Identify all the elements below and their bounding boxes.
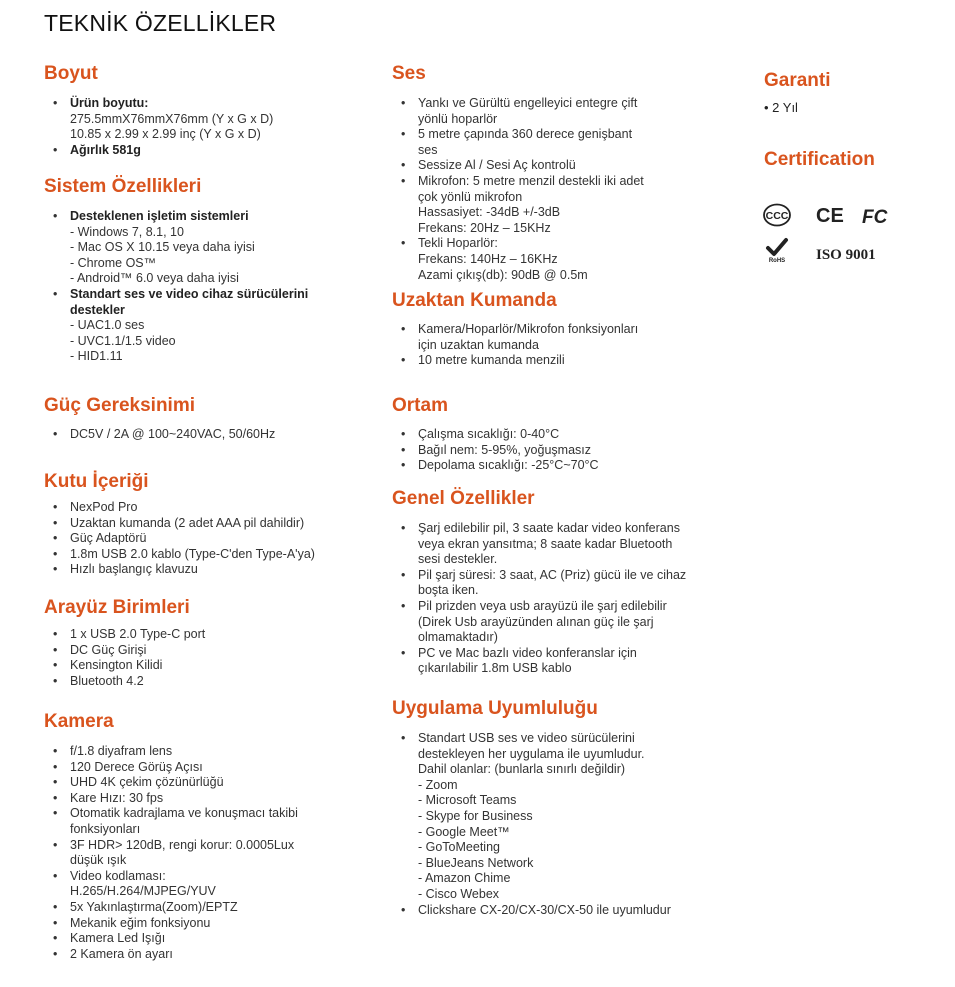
list-item — [392, 568, 697, 599]
fc-logo-text: FC — [862, 207, 888, 227]
list-item — [44, 760, 309, 776]
list-item-text: Şarj edilebilir pil, 3 saate kadar video konferans veya ekran yansıtma; 8 saate kadar Bluetooth sesi destekler. — [418, 521, 680, 567]
list-item-detail: - Zoom — [418, 777, 458, 792]
spec-list — [44, 500, 344, 578]
section-genel — [392, 488, 722, 677]
list-item-detail: - GoToMeeting — [418, 840, 500, 855]
list-item-text: Mekanik eğim fonksiyonu — [70, 915, 211, 930]
list-item — [44, 900, 309, 916]
list-item-text: Pil prizden veya usb arayüzü ile şarj edilebilir (Direk Usb arayüzünden alınan güç ile şarj olmamaktadır) — [418, 598, 667, 645]
rohs-logo-text: RoHS — [768, 258, 786, 263]
section-title: Certification — [764, 149, 875, 170]
list-item-text: 5x Yakınlaştırma(Zoom)/EPTZ — [70, 899, 238, 914]
list-item-detail: - Skype for Business — [418, 808, 533, 823]
list-item-detail: - Android™ 6.0 veya daha iyisi — [70, 271, 239, 286]
list-item-detail: - Windows 7, 8.1, 10 — [70, 224, 184, 239]
list-item-text: 3F HDR> 120dB, rengi korur: 0.0005Lux düşük ışık — [70, 837, 295, 868]
list-item-detail: 10.85 x 2.99 x 2.99 inç (Y x G x D) — [70, 127, 261, 142]
list-item — [44, 516, 344, 532]
list-item-text: 120 Derece Görüş Açısı — [70, 759, 203, 774]
list-item — [392, 731, 677, 903]
spec-list — [392, 521, 697, 677]
section-guc — [44, 395, 344, 443]
list-item-text: Çalışma sıcaklığı: 0-40°C — [418, 427, 560, 441]
list-item-text: Standart USB ses ve video sürücülerini destekleyen her uygulama ile uyumludur. — [418, 731, 645, 761]
list-item — [44, 427, 344, 443]
list-item-text: Kare Hızı: 30 fps — [70, 790, 164, 805]
fc-logo-icon — [862, 205, 890, 227]
list-item — [392, 521, 697, 568]
list-item — [44, 96, 344, 143]
spec-list — [392, 731, 677, 918]
list-item — [44, 931, 309, 947]
list-item-detail: - UAC1.0 ses — [70, 318, 145, 333]
list-item — [44, 531, 344, 547]
list-item — [392, 174, 654, 236]
section-title: Uygulama Uyumluluğu — [392, 698, 598, 719]
list-item-detail: - Amazon Chime — [418, 871, 511, 886]
spec-list — [392, 322, 654, 369]
section-boyut — [44, 63, 344, 158]
list-item — [44, 500, 344, 516]
list-item-text: Depolama sıcaklığı: -25°C~70°C — [418, 458, 599, 473]
list-item — [44, 547, 344, 563]
list-item — [392, 322, 654, 353]
list-item-detail: - Chrome OS™ — [70, 255, 157, 270]
iso-logo-text: ISO 9001 — [816, 247, 876, 263]
iso-logo-icon — [816, 243, 886, 263]
list-item-text: Kamera Led Işığı — [70, 931, 166, 946]
list-item-text: Clickshare CX-20/CX-30/CX-50 ile uyumludur — [418, 902, 671, 917]
warranty-text: • 2 Yıl — [764, 100, 798, 115]
list-item — [44, 838, 309, 869]
list-item — [44, 209, 344, 287]
spec-list — [44, 744, 309, 962]
list-item-text: Uzaktan kumanda (2 adet AAA pil dahildir) — [70, 515, 305, 530]
list-item — [392, 599, 697, 646]
list-item-text: 1 x USB 2.0 Type-C port — [70, 627, 206, 641]
section-garanti — [764, 70, 944, 115]
list-item-detail: - Cisco Webex — [418, 886, 500, 901]
section-title: Güç Gereksinimi — [44, 395, 196, 416]
list-item-text: NexPod Pro — [70, 500, 138, 514]
list-item — [392, 458, 722, 474]
list-item-text: Kamera/Hoparlör/Mikrofon fonksiyonları için uzaktan kumanda — [418, 322, 639, 352]
section-title: Ses — [392, 63, 426, 84]
list-item-text: Desteklenen işletim sistemleri — [70, 209, 249, 223]
section-kutu — [44, 471, 344, 578]
list-item-detail: - UVC1.1/1.5 video — [70, 333, 176, 348]
list-item-text: DC5V / 2A @ 100~240VAC, 50/60Hz — [70, 427, 276, 441]
list-item-text: Tekli Hoparlör: — [418, 236, 498, 251]
list-item — [44, 916, 309, 932]
section-ses — [392, 63, 722, 283]
list-item-text: Mikrofon: 5 metre menzil destekli iki adet çok yönlü mikrofon — [418, 173, 644, 204]
section-title: Garanti — [764, 70, 831, 91]
list-item — [392, 903, 677, 919]
list-item-text: Otomatik kadrajlama ve konuşmacı takibi fonksiyonları — [70, 806, 298, 836]
list-item — [44, 562, 344, 578]
list-item — [392, 158, 654, 174]
spec-list — [392, 427, 722, 474]
ccc-logo-icon — [763, 203, 791, 227]
list-item-detail: Frekans: 140Hz – 16KHz — [418, 251, 558, 266]
section-arayuz — [44, 597, 344, 689]
list-item-text: PC ve Mac bazlı video konferanslar için çıkarılabilir 1.8m USB kablo — [418, 645, 637, 676]
list-item-text: 2 Kamera ön ayarı — [70, 946, 173, 961]
section-uzaktan — [392, 290, 722, 369]
ce-logo-icon — [816, 204, 844, 226]
list-item-text: Video kodlaması: H.265/H.264/MJPEG/YUV — [70, 868, 216, 899]
list-item — [44, 744, 309, 760]
list-item — [44, 869, 309, 900]
rohs-logo-icon — [764, 237, 790, 263]
spec-list — [44, 427, 344, 443]
ce-logo-text: CE — [816, 205, 844, 226]
list-item-detail: Dahil olanlar: (bunlarla sınırlı değildir) — [418, 762, 626, 777]
list-item-text: Güç Adaptörü — [70, 531, 147, 546]
list-item-text: 1.8m USB 2.0 kablo (Type-C'den Type-A'ya) — [70, 546, 315, 561]
section-title: Ortam — [392, 395, 448, 416]
list-item — [44, 658, 344, 674]
list-item — [392, 427, 722, 443]
list-item-text: DC Güç Girişi — [70, 642, 147, 657]
section-title: Genel Özellikler — [392, 488, 535, 509]
page-title: TEKNİK ÖZELLİKLER — [44, 10, 277, 36]
list-item — [392, 353, 654, 369]
list-item — [392, 236, 654, 283]
list-item-detail: - BlueJeans Network — [418, 855, 534, 870]
list-item-detail: Hassasiyet: -34dB +/-3dB — [418, 205, 561, 220]
section-title: Arayüz Birimleri — [44, 597, 190, 618]
list-item-detail: Azami çıkış(db): 90dB @ 0.5m — [418, 267, 588, 282]
list-item — [44, 287, 344, 365]
list-item-text: Hızlı başlangıç klavuzu — [70, 562, 198, 577]
list-item — [44, 143, 344, 159]
list-item — [392, 96, 654, 127]
list-item — [392, 443, 722, 459]
list-item — [44, 791, 309, 807]
list-item-text: Pil şarj süresi: 3 saat, AC (Priz) gücü ile ve cihaz boşta iken. — [418, 567, 687, 598]
list-item-text: 10 metre kumanda menzili — [418, 353, 565, 368]
list-item — [392, 646, 697, 677]
spec-list — [392, 96, 654, 283]
list-item-text: Standart ses ve video cihaz sürücülerini destekler — [70, 286, 309, 317]
list-item — [44, 947, 309, 963]
ccc-logo-text: CCC — [765, 210, 789, 222]
section-title: Uzaktan Kumanda — [392, 290, 557, 311]
list-item — [44, 775, 309, 791]
list-item-text: Bluetooth 4.2 — [70, 673, 144, 688]
list-item-text: Bağıl nem: 5-95%, yoğuşmasız — [418, 442, 591, 457]
list-item-detail: - Microsoft Teams — [418, 793, 517, 808]
list-item-text: Kensington Kilidi — [70, 658, 163, 673]
list-item — [44, 643, 344, 659]
list-item-text: 5 metre çapında 360 derece genişbant ses — [418, 127, 633, 157]
list-item-text: f/1.8 diyafram lens — [70, 744, 173, 758]
list-item-text: UHD 4K çekim çözünürlüğü — [70, 775, 224, 790]
section-uygulama — [392, 698, 722, 918]
list-item-detail: - HID1.11 — [70, 349, 123, 364]
spec-list — [44, 209, 344, 365]
section-title: Boyut — [44, 63, 98, 84]
section-certification — [764, 149, 944, 171]
section-title: Sistem Özellikleri — [44, 176, 202, 197]
spec-list — [44, 96, 344, 158]
section-title: Kutu İçeriği — [44, 471, 149, 492]
list-item-detail: Frekans: 20Hz – 15KHz — [418, 220, 551, 235]
section-ortam — [392, 395, 722, 474]
list-item-text: Ürün boyutu: — [70, 96, 149, 110]
spec-list — [44, 627, 344, 689]
section-kamera — [44, 711, 344, 962]
list-item-text: Yankı ve Gürültü engelleyici entegre çift yönlü hoparlör — [418, 96, 638, 126]
list-item — [44, 627, 344, 643]
list-item — [44, 674, 344, 690]
section-title: Kamera — [44, 711, 114, 732]
section-sistem — [44, 176, 344, 365]
list-item-text: Ağırlık 581g — [70, 142, 141, 157]
list-item-detail: 275.5mmX76mmX76mm (Y x G x D) — [70, 111, 274, 126]
list-item-detail: - Mac OS X 10.15 veya daha iyisi — [70, 240, 255, 255]
list-item-text: Sessize Al / Sesi Aç kontrolü — [418, 158, 576, 173]
list-item — [392, 127, 654, 158]
list-item — [44, 806, 309, 837]
list-item-detail: - Google Meet™ — [418, 824, 510, 839]
